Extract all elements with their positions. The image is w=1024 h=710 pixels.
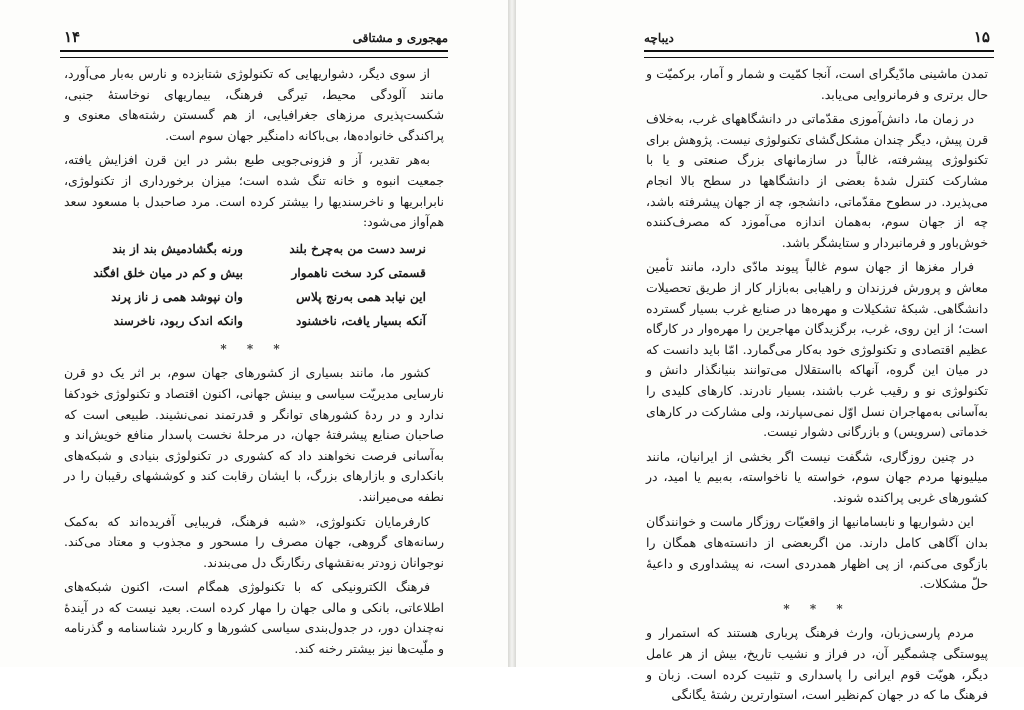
paragraph: کشور ما، مانند بسیاری از کشورهای جهان سوم، بر اثر یک دو قرن نارسایی مدیریّت سیاسی و بینش جهانی، اکنون اقتصاد و تکنولوژی خودکفا ندارد و در ردهٔ کشورهای توانگر و قدرتمند نمی‌نشیند. طبیعی است که صاحبان صنایع پیشرفتهٔ جهان، در مرحلهٔ نخست پاسدار منافع خویش‌اند و به‌آسانی فرصت نخواهند داد که کشوری در تکنولوژی بنیادی و شبکه‌های بانکداری و بازارهای بزرگ، با ایشان رقابت کند و کوششهای رقیبان را در نطفه می‌میرانند.: [64, 365, 444, 504]
header-rule: [60, 50, 448, 58]
page-number: ۱۵: [973, 28, 990, 46]
paragraph: فرار مغزها از جهان سوم غالباً پیوند مادّی دارد، مانند تأمین معاش و پرورش فرزندان و راهیابی به‌بازار کار از طریق تحصیلات دانشگاهی. شبکهٔ تشکیلات و مهره‌ها در صنایع غرب بسیار گسترده است؛ از این روی، غرب، برگزیدگان مهاجرین را مهره‌وار در کارگاه عظیم اقتصادی و تکنولوژی خود به‌کار می‌گمارد. امّا باید دانست که در میان این گروه، آنهاکه بااستقلال می‌توانند بنیانگذار دانش و تکنولوژی نو و رقیب غرب باشند، بسیار نادرند. کارهای کلیدی را به‌آسانی به‌مهاجران نسل اوّل نمی‌سپارند، ولی مشارکت در کارهای خدماتی (سرویس) و بازرگانی دشوار نیست.: [646, 259, 988, 440]
paragraph: در چنین روزگاری، شگفت نیست اگر بخشی از ایرانیان، مانند میلیونها مردم جهان سوم، خواسته یا ناخواسته، به‌بیم یا امید، در کشورهای غربی پراکنده شوند.: [646, 448, 988, 505]
verse-hemistich: وانکه اندک ربود، ناخرسند: [113, 313, 243, 328]
book-gutter: [508, 0, 516, 667]
verse-hemistich: آنکه بسیار یافت، ناخشنود: [295, 313, 426, 328]
paragraph: در زمان ما، دانش‌آموزی مقدّماتی در دانشگاههای غرب، به‌خلاف قرن پیش، دیگر چندان مشکل‌گشای تکنولوژی نیست. پژوهش برای تکنولوژی پیشرفته، غالباً در سازمانهای بزرگ صنعتی و یا با مشارکت کنترل شدهٔ بعضی از دانشگاهها در سطح بالا انجام می‌پذیرد. در سطوح مقدّماتی، دانشجو، چه از جهان پیشرفته باشد، چه از جهان سوم، به‌همان اندازه می‌آموزد که مصرف‌کننده خوش‌باور و فرمانبردار و ستایشگر باشد.: [646, 111, 988, 250]
paragraph: از سوی دیگر، دشواریهایی که تکنولوژی شتابزده و نارس به‌بار می‌آورد، مانند آلودگی محیط، تیرگی فرهنگ، بیماریهای نوخاستهٔ جنبی، شکست‌پذیری مرزهای جغرافیایی، از هم گسستن رشته‌های معنوی و پراکندگی خانواده‌ها، بی‌باکانه دامنگیر جهان سوم است.: [64, 66, 444, 143]
left-page: [0, 0, 508, 667]
poem: [82, 237, 426, 333]
right-page-body: [646, 64, 988, 710]
paragraph: به‌هر تقدیر، آز و فزونی‌جویی طبع بشر در این قرن افزایش یافته، جمعیت انبوه و خانه تنگ شده است؛ میزان برخورداری از تکنولوژی، نابرابریها و ناخرسندیها را بیشتر کرده است. مرد صاحبدل با مسعود سعد هم‌آواز می‌شود:: [64, 152, 444, 230]
verse-hemistich: وان نپوشد همی ز ناز پرند: [111, 289, 243, 304]
page-number: ۱۴: [64, 28, 81, 46]
section-separator: * * *: [220, 341, 288, 356]
paragraph: این دشواریها و نابسامانیها از واقعیّات روزگار ماست و خوانندگان بدان آگاهی کامل دارند. من اگربعضی از دانسته‌های همگان را بازگوی می‌کنم، از پی اظهار همدردی است، نه پیشداوری و داعیهٔ حلّ مشکلات.: [646, 514, 988, 592]
header-rule: [644, 50, 994, 58]
verse-hemistich: قسمتی کرد سخت ناهموار: [291, 265, 426, 280]
section-separator: * * *: [783, 601, 851, 616]
paragraph: فرهنگ الکترونیکی که با تکنولوژی همگام است، اکنون شبکه‌های اطلاعاتی، بانکی و مالی جهان را مهار کرده است. بعید نیست که در آیندهٔ نه‌چندان دور، در جدول‌بندی سیاسی کشورها و کاربرد شناسنامه و گذرنامه و ملّیت‌ها نیز بیشتر رخنه کند.: [64, 579, 444, 657]
paragraph: مردم پارسی‌زبان، وارث فرهنگ پرباری هستند که استمرار و پیوستگی چشمگیر آن، در فراز و نشیب تاریخ، بیش از هر عامل دیگر، هویّت قوم ایرانی را پاسداری و تثبیت کرده است. زبان و فرهنگ ما که در جهان کم‌نظیر است، استوارترین رشتهٔ یگانگی: [646, 625, 988, 703]
right-page: [516, 0, 1024, 703]
paragraph: کارفرمایان تکنولوژی، «شبه فرهنگ، فریبایی آفریده‌اند که به‌کمک رسانه‌های گروهی، جهان مصرف را مسحور و مجذوب و معتاد می‌کند. نوجوانان زودتر به‌نقشهای رنگارنگ دل می‌بندند.: [64, 513, 444, 570]
running-head: مهجوری و مشتاقی: [352, 31, 448, 45]
verse-hemistich: بیش و کم در میان خلق افگند: [93, 265, 243, 280]
verse-hemistich: نرسد دست من به‌چرخ بلند: [289, 241, 426, 256]
paragraph: تمدن ماشینی مادّیگرای است، آنجا کمّیت و شمار و آمار، برکمیّت و حال برتری و فرمانروایی می‌یابد.: [646, 66, 988, 102]
running-head: دیباچه: [644, 31, 674, 45]
left-page-body: [64, 64, 444, 664]
verse-hemistich: این نیابد همی به‌رنج پلاس: [296, 289, 426, 304]
left-page-header: [64, 28, 448, 48]
right-page-header: [644, 28, 990, 48]
verse-hemistich: ورنه بگشادمیش بند از بند: [112, 241, 243, 256]
